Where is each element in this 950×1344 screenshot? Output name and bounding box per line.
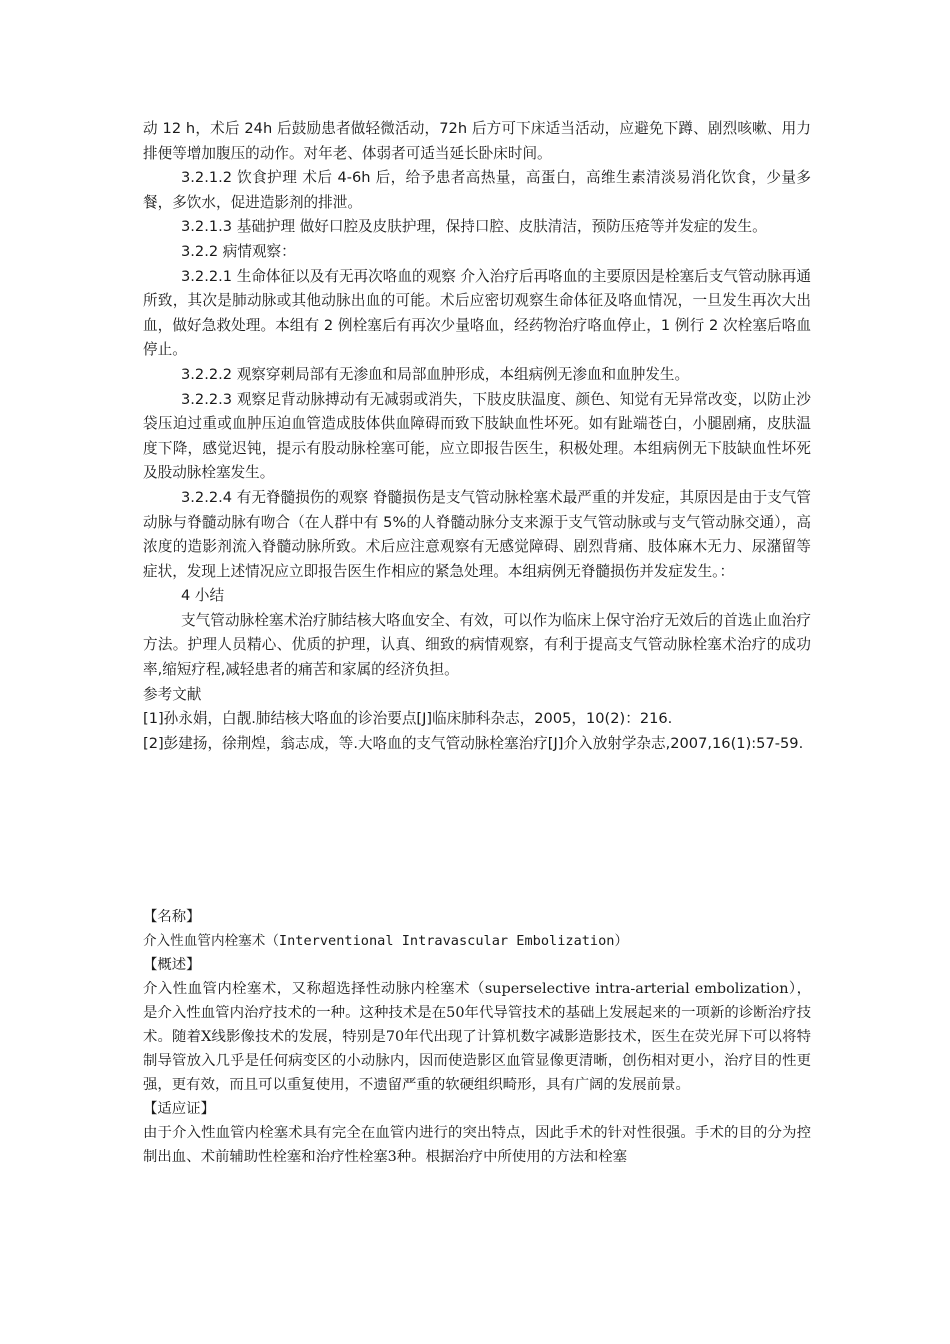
paragraph-overview: 介入性血管内栓塞术，又称超选择性动脉内栓塞术（superselective intra-arterial embolization），是介入性血管内治疗技术的一种。这种技术是在50年代导管技术的基础上发展起来的一项新的诊断治疗技术。随着X线影像技术的发展，特别是70年代出现了计算机数字减影造影技术，医生在荧光屏下可以将特制导管放入几乎是任何病变区的小动脉内，因而使造影区血管显像更清晰，创伤相对更小，治疗目的性更强，更有效，而且可以重复使用，不遗留严重的软硬组织畸形，具有广阔的发展前景。 bbox=[143, 981, 811, 1093]
heading-condition-observation: 3.2.2 病情观察： bbox=[181, 242, 296, 260]
heading-references: 参考文献 bbox=[143, 685, 202, 703]
paragraph-basic-care: 3.2.1.3 基础护理 做好口腔及皮肤护理，保持口腔、皮肤清洁，预防压疮等并发症的发生。 bbox=[181, 218, 767, 236]
label-indications: 【适应证】 bbox=[143, 1101, 215, 1117]
paragraph-summary: 支气管动脉栓塞术治疗肺结核大咯血安全、有效，可以作为临床上保守治疗无效后的首选止血治疗方法。护理人员精心、优质的护理，认真、细致的病情观察，有利于提高支气管动脉栓塞术治疗的成功率,缩短疗程,减轻患者的痛苦和家属的经济负担。 bbox=[143, 611, 811, 679]
paragraph-diet-care: 3.2.1.2 饮食护理 术后 4-6h 后，给予患者高热量，高蛋白，高维生素清淡易消化饮食，少量多餐，多饮水，促进造影剂的排泄。 bbox=[143, 169, 811, 211]
reference-item: [1]孙永娟，白靓.肺结核大咯血的诊治要点[J]临床肺科杂志，2005，10(2)：216. bbox=[143, 710, 673, 728]
label-name: 【名称】 bbox=[143, 909, 201, 925]
paragraph-dorsal-artery: 3.2.2.3 观察足背动脉搏动有无减弱或消失，下肢皮肤温度、颜色、知觉有无异常改变，以防止沙袋压迫过重或血肿压迫血管造成肢体供血障碍而致下肢缺血性坏死。如有趾端苍白，小腿剧痛，皮肤温度下降，感觉迟钝，提示有股动脉栓塞可能，应立即报告医生，积极处理。本组病例无下肢缺血性坏死及股动脉栓塞发生。 bbox=[143, 390, 811, 482]
paragraph-puncture-site: 3.2.2.2 观察穿刺局部有无渗血和局部血肿形成，本组病例无渗血和血肿发生。 bbox=[181, 365, 690, 383]
paragraph-indications: 由于介入性血管内栓塞术具有完全在血管内进行的突出特点，因此手术的针对性很强。手术的目的分为控制出血、术前辅助性栓塞和治疗性栓塞3种。根据治疗中所使用的方法和栓塞 bbox=[143, 1125, 811, 1165]
nursing-article-section bbox=[143, 117, 811, 756]
entry-title: 介入性血管内栓塞术（Interventional Intravascular Embolization） bbox=[143, 933, 629, 949]
reference-item: [2]彭建扬，徐荆煌，翁志成，等.大咯血的支气管动脉栓塞治疗[J]介入放射学杂志,2007,16(1):57-59. bbox=[143, 734, 804, 752]
paragraph: 动 12 h，术后 24h 后鼓励患者做轻微活动，72h 后方可下床适当活动，应避免下蹲、剧烈咳嗽、用力排便等增加腹压的动作。对年老、体弱者可适当延长卧床时间。 bbox=[143, 120, 811, 162]
paragraph-spinal-injury: 3.2.2.4 有无脊髓损伤的观察 脊髓损伤是支气管动脉栓塞术最严重的并发症，其原因是由于支气管动脉与脊髓动脉有吻合（在人群中有 5%的人脊髓动脉分支来源于支气管动脉或与支气管动脉交通），高浓度的造影剂流入脊髓动脉所致。术后应注意观察有无感觉障碍、剧烈背痛、肢体麻木无力、尿潴留等症状，发现上述情况应立即报告医生作相应的紧急处理。本组病例无脊髓损伤并发症发生。： bbox=[143, 488, 811, 580]
label-overview: 【概述】 bbox=[143, 957, 201, 973]
paragraph-vital-signs: 3.2.2.1 生命体征以及有无再次咯血的观察 介入治疗后再咯血的主要原因是栓塞后支气管动脉再通所致，其次是肺动脉或其他动脉出血的可能。术后应密切观察生命体征及咯血情况，一旦发生再次大出血，做好急救处理。本组有 2 例栓塞后有再次少量咯血，经药物治疗咯血停止，1 例行 2 次栓塞后咯血停止。 bbox=[143, 267, 811, 359]
embolization-entry-section bbox=[143, 905, 811, 1169]
heading-summary: 4 小结 bbox=[181, 587, 225, 605]
